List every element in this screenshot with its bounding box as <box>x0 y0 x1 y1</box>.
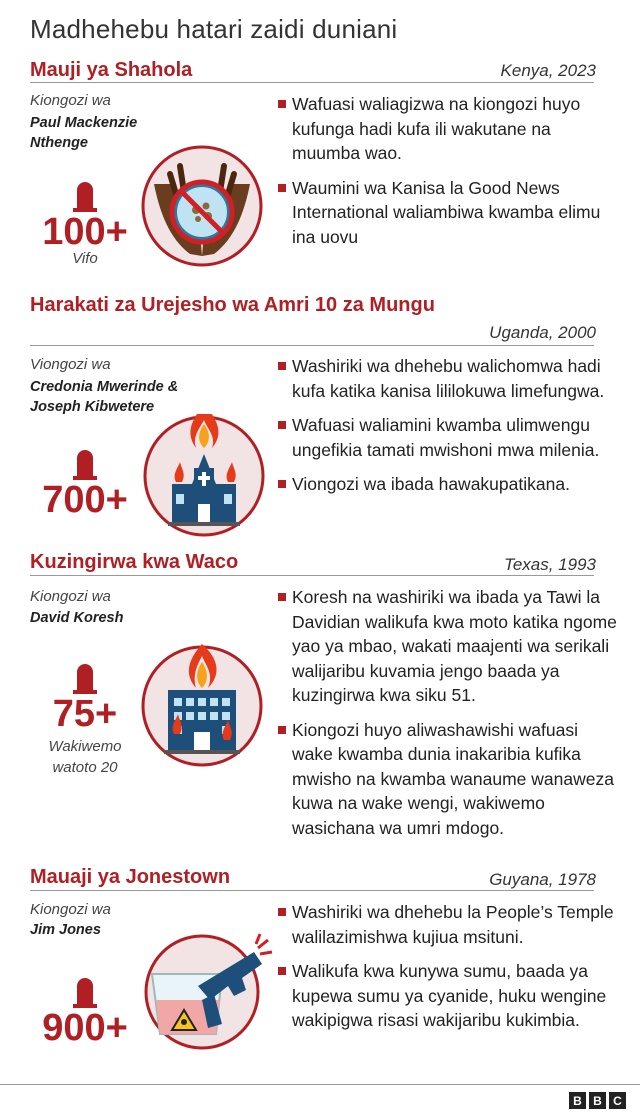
section-divider <box>30 82 594 83</box>
death-count <box>30 446 140 520</box>
leader-label: Viongozi wa <box>30 356 111 373</box>
fact-list <box>278 354 623 507</box>
poison-gun-icon <box>136 930 276 1050</box>
bbc-logo <box>569 1092 626 1109</box>
count-note: Vifo <box>72 250 98 267</box>
list-item: Waumini wa Kanisa la Good News International waliambiwa kwamba elimu ina uovu <box>278 176 623 250</box>
list-item: Washiriki wa dhehebu la People’s Temple walilazimishwa kujiua msituni. <box>278 900 623 949</box>
list-item: Wafuasi waliamini kwamba ulimwengu ungefikia tamati mwishoni mwa milenia. <box>278 413 623 462</box>
tombstone-icon <box>72 178 98 212</box>
section-location: Uganda, 2000 <box>489 323 596 342</box>
list-item: Wafuasi waliagizwa na kiongozi huyo kufunga hadi kufa ili wakutane na muumba wao. <box>278 92 623 166</box>
count-value: 75+ <box>52 693 118 735</box>
death-count <box>30 974 140 1048</box>
burning-church-icon <box>142 414 266 538</box>
count-value: 100+ <box>42 211 128 253</box>
count-value: 700+ <box>42 479 128 521</box>
tombstone-icon <box>72 446 98 480</box>
fact-list <box>278 92 623 259</box>
list-item: Viongozi wa ibada hawakupatikana. <box>278 472 623 497</box>
burning-building-icon <box>140 644 264 768</box>
section-location: Kenya, 2023 <box>500 61 596 80</box>
leader-name-line: Paul Mackenzie Nthenge <box>30 115 138 151</box>
section-location: Guyana, 1978 <box>489 870 596 889</box>
leader-label: Kiongozi wa <box>30 901 111 918</box>
death-count <box>30 660 140 778</box>
section-divider <box>30 345 594 346</box>
list-item: Washiriki wa dhehebu walichomwa hadi kufa katika kanisa lililokuwa limefungwa. <box>278 354 623 403</box>
section-divider <box>30 890 594 891</box>
bbc-logo-block: B <box>569 1092 586 1109</box>
section-jonestown <box>0 864 640 1084</box>
count-value: 900+ <box>42 1007 128 1049</box>
hands-no-food-icon <box>140 144 264 268</box>
page-title: Madhehebu hatari zaidi duniani <box>30 14 398 44</box>
section-title: Mauaji ya Jonestown <box>30 866 231 888</box>
leader-name-line: Jim Jones <box>30 922 101 938</box>
leader-label: Kiongozi wa <box>30 588 111 605</box>
section-shahola <box>0 56 640 296</box>
list-item: Koresh na washiriki wa ibada ya Tawi la Davidian walikufa kwa moto katika ngome yao ya mbao, wakati maajenti wa serikali walijaribu kuvamia jengo baada ya kuzingirwa kwa siku 51. <box>278 585 623 708</box>
tombstone-icon <box>72 660 98 694</box>
section-urejesho <box>0 290 640 550</box>
fact-list <box>278 900 623 1043</box>
leader-name <box>30 608 123 628</box>
leader-name <box>30 920 101 940</box>
leader-name-line: David Koresh <box>30 610 124 626</box>
count-note: Wakiwemo watoto 20 <box>48 738 122 776</box>
leader-name <box>30 113 137 153</box>
section-title: Harakati za Urejesho wa Amri 10 za Mungu <box>30 294 435 316</box>
fact-list <box>278 585 623 850</box>
section-location: Texas, 1993 <box>504 555 596 574</box>
leader-label: Kiongozi wa <box>30 92 111 109</box>
list-item: Kiongozi huyo aliwashawishi wafuasi wake kwamba dunia inakaribia kufika mwisho na kwamba wanaume wanaweza kuwa na wake wengi, wakiwemo wasichana wa umri mdogo. <box>278 718 623 841</box>
bbc-logo-block: C <box>609 1092 626 1109</box>
section-waco <box>0 548 640 868</box>
list-item: Walikufa kwa kunywa sumu, baada ya kupewa sumu ya cyanide, huku wengine wakipigwa risasi wakijaribu kukimbia. <box>278 959 623 1033</box>
section-divider <box>30 575 594 576</box>
leader-name <box>30 377 178 417</box>
footer-divider <box>0 1084 640 1085</box>
section-title: Kuzingirwa kwa Waco <box>30 551 239 573</box>
death-count <box>30 178 140 269</box>
leader-name-line: Credonia Mwerinde & Joseph Kibwetere <box>30 379 179 415</box>
tombstone-icon <box>72 974 98 1008</box>
section-title: Mauji ya Shahola <box>30 59 193 81</box>
bbc-logo-block: B <box>589 1092 606 1109</box>
